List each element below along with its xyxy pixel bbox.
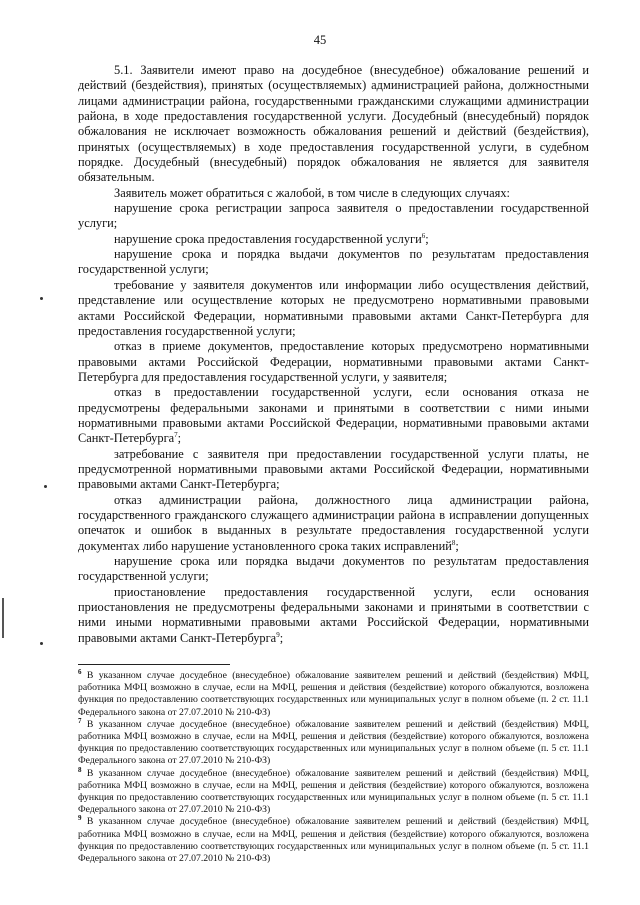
paragraph-text: нарушение срока предоставления государственной услуги (114, 231, 422, 246)
paragraph-text: отказ в предоставлении государственной услуги, если основания отказа не предусмотрены федеральными законами и принятыми в соответствии с ними иными нормативными правовыми актами Российской Федерации, нормативными правовыми актами Санкт-Петербурга (78, 385, 589, 446)
footnotes (78, 667, 590, 865)
paragraph: Заявитель может обратиться с жалобой, в том числе в следующих случаях: (114, 185, 510, 200)
scan-dot (44, 485, 47, 488)
footnote-text: В указанном случае досудебное (внесудебное) обжалование заявителем решений и действий (бездействия) МФЦ, работника МФЦ возможно в случае, если на МФЦ, решения и действия (бездействие) которого обжалуются, возложена функция по предоставлению соответствующих государственных или муниципальных услуг в полном объеме (п. 5 ст. 11.1 Федерального закона от 27.07.2010 № 210-ФЗ) (78, 767, 590, 816)
footnote-ref: 9 (276, 630, 280, 639)
footnote (78, 716, 590, 768)
footnote-ref: 8 (451, 538, 456, 547)
footnote-mark: 6 (78, 667, 82, 676)
paragraph (78, 232, 589, 247)
footnote-mark: 9 (78, 814, 82, 823)
footnote-ref: 7 (174, 431, 178, 440)
footnote-ref: 6 (421, 231, 426, 240)
paragraph (78, 585, 589, 646)
footnote-text: В указанном случае досудебное (внесудебное) обжалование заявителем решений и действий (бездействия) МФЦ, работника МФЦ возможно в случае, если на МФЦ, решения и действия (бездействие) которого обжалуются, возложена функция по предоставлению соответствующих государственных или муниципальных услуг в полном объеме (п. 2 ст. 11.1 Федерального закона от 27.07.2010 № 210-ФЗ) (78, 670, 590, 718)
footnote-text: В указанном случае досудебное (внесудебное) обжалование заявителем решений и действий (бездействия) МФЦ, работника МФЦ возможно в случае, если на МФЦ, решения и действия (бездействие) которого обжалуются, возложена функция по предоставлению соответствующих государственных или муниципальных услуг в полном объеме (п. 5 ст. 11.1 Федерального закона от 27.07.2010 № 210-ФЗ) (78, 718, 590, 767)
paragraph-text: отказ администрации района, должностного лица администрации района, государственного гражданского служащего администрации района в исправлении допущенных опечаток и ошибок в выданных в результате предоставления государственной услуги документах либо нарушение установленного срока таких исправлений (78, 492, 589, 553)
main-text (78, 63, 589, 646)
page-number: 45 (313, 33, 327, 47)
paragraph-end: ; (455, 538, 459, 553)
scan-dot (40, 642, 43, 645)
footnote (78, 667, 590, 719)
paragraph (78, 493, 589, 554)
footnote (78, 816, 589, 865)
paragraph: отказ в приеме документов, предоставление которых предусмотрено нормативными правовыми актами Российской Федерации, нормативными правовыми актами Санкт-Петербурга для предоставления государственной услуги, у заявителя; (78, 339, 589, 384)
paragraph-end: ; (279, 630, 284, 645)
footnote (78, 765, 590, 817)
paragraph: затребование с заявителя при предоставлении государственной услуги платы, не предусмотренной нормативными правовыми актами Российской Федерации, нормативными правовыми актами Санкт-Петербурга; (78, 446, 589, 492)
paragraph: требование у заявителя документов или информации либо осуществления действий, представление или осуществление которых не предусмотрено нормативными правовыми актами Российской Федерации, нормативными правовыми актами Санкт-Петербурга для предоставления государственной услуги; (78, 277, 589, 338)
paragraph: нарушение срока и порядка выдачи документов по результатам предоставления государственной услуги; (78, 247, 589, 277)
footnote-mark: 8 (78, 765, 82, 774)
paragraph-text: приостановление предоставления государственной услуги, если основания приостановления не предусмотрены федеральными законами и принятыми в соответствии с ними иными нормативными правовыми актами Российской Федерации, нормативными правовыми актами Санкт-Петербурга (78, 584, 589, 645)
footnote-text: В указанном случае досудебное (внесудебное) обжалование заявителем решений и действий (бездействия) МФЦ, работника МФЦ возможно в случае, если на МФЦ, решения и действия (бездействие) которого обжалуются, возложена функция по предоставлению соответствующих государственных или муниципальных услуг в полном объеме (п. 5 ст. 11.1 Федерального закона от 27.07.2010 № 210-ФЗ) (78, 816, 590, 865)
footnote-mark: 7 (78, 716, 82, 725)
paragraph: нарушение срока или порядка выдачи документов по результатам предоставления государственной услуги; (78, 554, 589, 584)
paragraph (78, 385, 589, 446)
paragraph: 5.1. Заявители имеют право на досудебное (внесудебное) обжалование решений и действий (бездействия), принятых (осуществляемых) администрацией района, должностными лицами администрации района, государственными гражданскими служащими администрации района, в ходе предоставления государственной услуги. Досудебный (внесудебный) порядок обжалования не исключает возможность обжалования решений и действий (бездействия), принятых (осуществляемых) в ходе предоставления государственной услуги, в судебном порядке. Досудебный (внесудебный) порядок обжалования не является для заявителя обязательным. (78, 63, 589, 185)
paragraph-end: ; (425, 231, 429, 246)
scan-dot (40, 297, 43, 300)
paragraph-end: ; (177, 431, 182, 446)
footnote-separator (78, 664, 230, 665)
paragraph: нарушение срока регистрации запроса заявителя о предоставлении государственной услуги; (78, 201, 589, 231)
scan-margin-mark (2, 598, 4, 638)
